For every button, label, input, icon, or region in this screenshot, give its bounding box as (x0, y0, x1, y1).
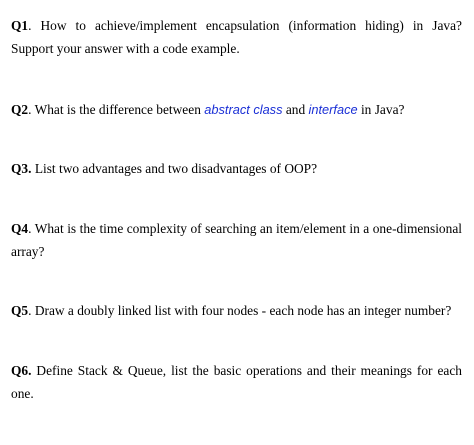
question-1 (11, 14, 462, 60)
question-5-number: Q5 (11, 303, 29, 318)
question-1-number: Q1 (11, 18, 29, 33)
question-3-number: Q3. (11, 161, 32, 176)
question-4-text: . What is the time complexity of searching an item/element in a one-dimensional array? (11, 221, 462, 259)
abstract-class-term: abstract class (204, 102, 283, 117)
interface-term: interface (308, 102, 358, 117)
question-5 (11, 299, 462, 322)
question-2-text-start: . What is the difference between (28, 102, 205, 117)
question-4 (11, 217, 462, 263)
question-2 (11, 98, 462, 121)
question-5-text: . Draw a doubly linked list with four nodes - each node has an integer number? (28, 303, 452, 318)
question-1-text: . How to achieve/implement encapsulation (information hiding) in Java? Support your answer with a code example. (11, 18, 462, 56)
question-3-text: List two advantages and two disadvantages of OOP? (31, 161, 318, 176)
question-2-text-end: in Java? (357, 102, 405, 117)
question-3 (11, 157, 462, 180)
question-2-number: Q2 (11, 102, 29, 117)
question-6-number: Q6. (11, 363, 32, 378)
question-6-text: Define Stack & Queue, list the basic operations and their meanings for each one. (11, 363, 462, 401)
question-2-text-mid: and (282, 102, 309, 117)
question-4-number: Q4 (11, 221, 29, 236)
question-6 (11, 359, 462, 405)
